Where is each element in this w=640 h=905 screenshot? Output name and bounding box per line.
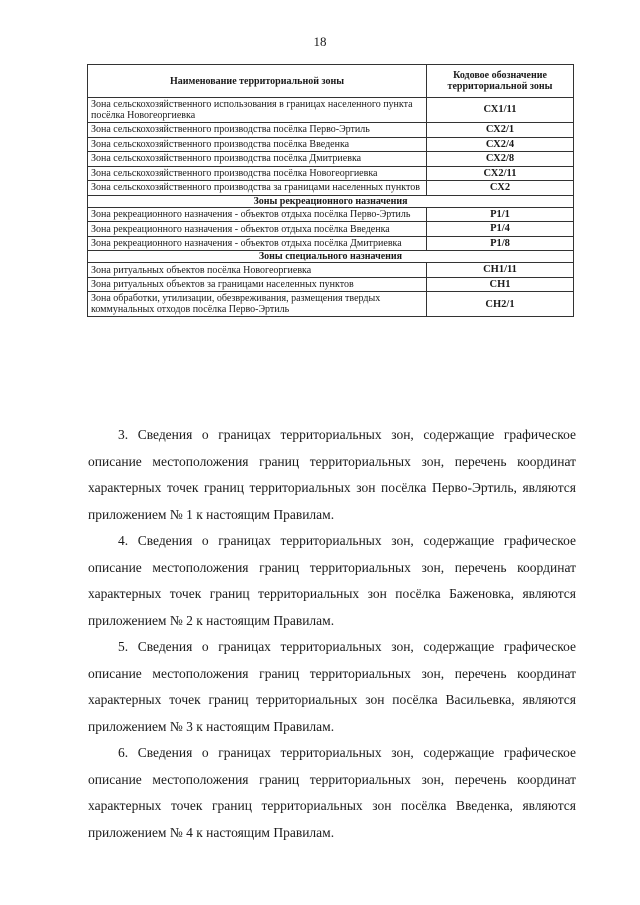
- section-title: Зоны специального назначения: [88, 251, 574, 263]
- table-row: [88, 263, 574, 278]
- zone-name-cell: Зона сельскохозяйственного производства посёлка Новогеоргиевка: [88, 166, 427, 181]
- table-row: [88, 222, 574, 237]
- zone-code-cell: СХ2/8: [427, 152, 574, 167]
- paragraph: 3. Сведения о границах территориальных зон, содержащие графическое описание местоположения границ территориальных зон, перечень координат характерных точек границ территориальных зон посёлка Перво-Эртиль, являются приложением № 1 к настоящим Правилам.: [88, 427, 576, 522]
- zone-code-cell: СХ2/11: [427, 166, 574, 181]
- table-body: [88, 98, 574, 317]
- table-row: [88, 123, 574, 138]
- zone-name-cell: Зона сельскохозяйственного производства посёлка Дмитриевка: [88, 152, 427, 167]
- header-zone-code: Кодовое обозначение территориальной зоны: [427, 65, 574, 98]
- zone-code-cell: Р1/1: [427, 207, 574, 222]
- table-row: [88, 277, 574, 292]
- zone-name-cell: Зона рекреационного назначения - объектов отдыха посёлка Перво-Эртиль: [88, 207, 427, 222]
- body-paragraphs: [88, 422, 576, 846]
- zone-code-cell: СХ2/1: [427, 123, 574, 138]
- table-section-row: [88, 195, 574, 207]
- paragraph: 6. Сведения о границах территориальных зон, содержащие графическое описание местоположения границ территориальных зон, перечень координат характерных точек границ территориальных зон посёлка Введенка, являются приложением № 4 к настоящим Правилам.: [88, 745, 576, 840]
- table-row: [88, 98, 574, 123]
- zone-name-cell: Зона рекреационного назначения - объектов отдыха посёлка Дмитриевка: [88, 236, 427, 251]
- page-number: 18: [313, 34, 327, 49]
- table-row: [88, 137, 574, 152]
- table-row: [88, 292, 574, 317]
- table-section-row: [88, 251, 574, 263]
- zone-name-cell: Зона ритуальных объектов за границами населенных пунктов: [88, 277, 427, 292]
- zone-name-cell: Зона сельскохозяйственного использования в границах населенного пункта посёлка Новогеоргиевка: [88, 98, 427, 123]
- zone-code-cell: СН2/1: [427, 292, 574, 317]
- header-zone-name: Наименование территориальной зоны: [88, 65, 427, 98]
- territorial-zones-table: [87, 64, 574, 317]
- zone-code-cell: Р1/4: [427, 222, 574, 237]
- zone-name-cell: Зона рекреационного назначения - объектов отдыха посёлка Введенка: [88, 222, 427, 237]
- table-row: [88, 152, 574, 167]
- section-title: Зоны рекреационного назначения: [88, 195, 574, 207]
- paragraph: 4. Сведения о границах территориальных зон, содержащие графическое описание местоположения границ территориальных зон, перечень координат характерных точек границ территориальных зон посёлка Баженовка, являются приложением № 2 к настоящим Правилам.: [88, 533, 576, 628]
- zone-name-cell: Зона сельскохозяйственного производства посёлка Перво-Эртиль: [88, 123, 427, 138]
- table-header-row: [88, 65, 574, 98]
- table-row: [88, 236, 574, 251]
- zone-name-cell: Зона сельскохозяйственного производства за границами населенных пунктов: [88, 181, 427, 196]
- zone-name-cell: Зона сельскохозяйственного производства посёлка Введенка: [88, 137, 427, 152]
- zone-code-cell: СХ1/11: [427, 98, 574, 123]
- zone-code-cell: Р1/8: [427, 236, 574, 251]
- zone-name-cell: Зона ритуальных объектов посёлка Новогеоргиевка: [88, 263, 427, 278]
- zone-code-cell: СХ2/4: [427, 137, 574, 152]
- table-row: [88, 166, 574, 181]
- zone-code-cell: СН1: [427, 277, 574, 292]
- zone-name-cell: Зона обработки, утилизации, обезвреживания, размещения твердых коммунальных отходов посёлка Перво-Эртиль: [88, 292, 427, 317]
- paragraph: 5. Сведения о границах территориальных зон, содержащие графическое описание местоположения границ территориальных зон, перечень координат характерных точек границ территориальных зон посёлка Васильевка, являются приложением № 3 к настоящим Правилам.: [88, 639, 576, 734]
- zone-code-cell: СХ2: [427, 181, 574, 196]
- table-row: [88, 181, 574, 196]
- zone-code-cell: СН1/11: [427, 263, 574, 278]
- table-row: [88, 207, 574, 222]
